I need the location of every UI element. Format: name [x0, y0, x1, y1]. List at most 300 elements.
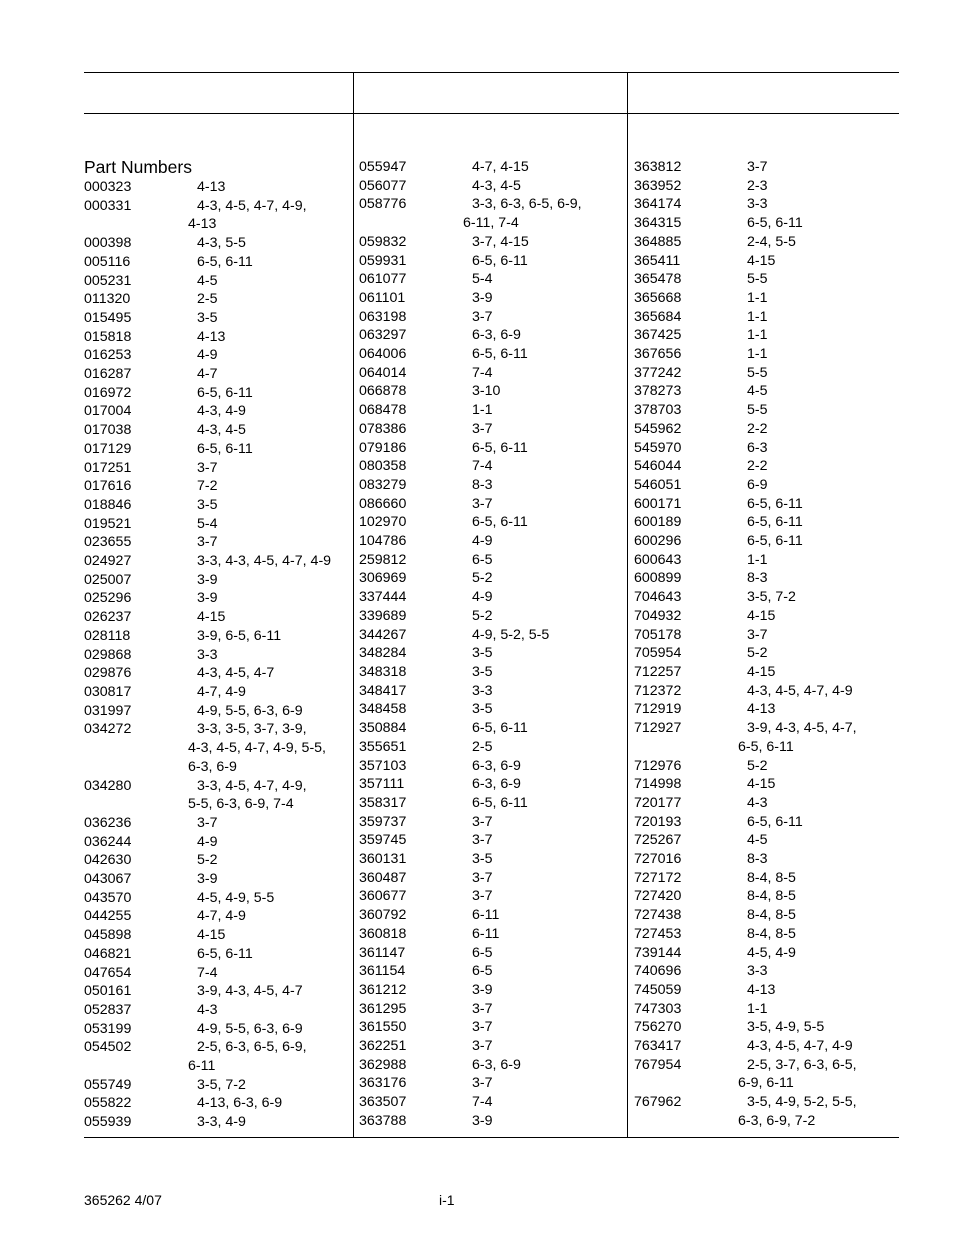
page-references: 2-2 — [747, 420, 768, 437]
index-entry — [359, 345, 582, 364]
index-entry — [84, 1001, 331, 1020]
index-column-1 — [84, 158, 331, 1132]
index-entry — [84, 571, 331, 590]
part-number: 066878 — [359, 383, 407, 400]
page-references: 5-5 — [747, 271, 768, 288]
part-number: 046821 — [84, 945, 132, 962]
part-number: 378273 — [634, 383, 682, 400]
part-number: 363176 — [359, 1075, 407, 1092]
index-entry — [359, 700, 582, 719]
index-entry — [359, 813, 582, 832]
page-references: 6-3, 6-9 — [472, 757, 521, 774]
page-references: 3-7 — [197, 814, 218, 831]
part-number: 362988 — [359, 1056, 407, 1073]
part-number: 727172 — [634, 869, 682, 886]
footer-doc-number: 365262 4/07 — [84, 1192, 162, 1208]
part-number: 083279 — [359, 476, 407, 493]
page-references: 6-5, 6-11 — [197, 440, 253, 457]
part-number: 061101 — [359, 289, 406, 306]
index-entry — [634, 345, 857, 364]
index-entry — [634, 887, 857, 906]
part-number: 367656 — [634, 346, 682, 363]
page-references: 1-1 — [747, 327, 768, 344]
index-entry — [84, 496, 331, 515]
index-entry — [84, 515, 331, 534]
index-entry — [634, 252, 857, 271]
page-references: 1-1 — [747, 1000, 768, 1017]
page-references: 3-3 — [197, 646, 218, 663]
page-references: 2-5 — [197, 291, 218, 308]
index-entry — [359, 364, 582, 383]
index-entry — [634, 195, 857, 214]
index-entry — [359, 794, 582, 813]
index-entry — [84, 777, 331, 796]
page-references: 6-5, 6-11 — [472, 794, 528, 811]
index-entry — [634, 495, 857, 514]
page-references-continued: 6-9, 6-11 — [738, 1075, 794, 1092]
index-entry — [634, 158, 857, 177]
part-number: 036236 — [84, 814, 132, 831]
part-number: 377242 — [634, 364, 682, 381]
part-number: 059931 — [359, 252, 407, 269]
index-entry — [359, 270, 582, 289]
part-number: 000398 — [84, 235, 132, 252]
part-number: 024927 — [84, 553, 132, 570]
page-references: 6-3 — [747, 439, 768, 456]
page-references: 4-3 — [747, 794, 768, 811]
index-entry — [84, 440, 331, 459]
part-number: 000331 — [84, 197, 132, 214]
part-number: 361550 — [359, 1019, 407, 1036]
part-number: 259812 — [359, 551, 407, 568]
part-number: 361147 — [359, 944, 406, 961]
index-entry — [634, 682, 857, 701]
part-number: 337444 — [359, 589, 407, 606]
index-entry — [634, 233, 857, 252]
index-entry — [359, 682, 582, 701]
index-column-3 — [634, 158, 857, 1131]
part-number: 016253 — [84, 347, 132, 364]
part-number: 042630 — [84, 852, 132, 869]
page-references: 4-3, 4-5, 4-7, 4-9, — [197, 197, 307, 214]
index-entry — [634, 588, 857, 607]
part-number: 344267 — [359, 626, 407, 643]
part-number: 714998 — [634, 776, 682, 793]
part-number: 704643 — [634, 589, 682, 606]
page-references: 4-15 — [747, 607, 776, 624]
index-entry — [634, 476, 857, 495]
index-entry — [359, 831, 582, 850]
page-references: 7-4 — [472, 364, 493, 381]
index-entry — [634, 719, 857, 738]
index-entry — [634, 382, 857, 401]
part-number: 367425 — [634, 327, 682, 344]
page-references: 6-5, 6-11 — [472, 346, 528, 363]
page-references: 1-1 — [747, 551, 768, 568]
part-number: 360677 — [359, 888, 407, 905]
index-entry — [634, 850, 857, 869]
index-entry — [359, 663, 582, 682]
part-number: 600296 — [634, 533, 682, 550]
part-number: 364885 — [634, 233, 682, 250]
part-number: 054502 — [84, 1039, 132, 1056]
index-entry — [359, 420, 582, 439]
page-references: 6-5, 6-11 — [747, 514, 803, 531]
part-number: 016287 — [84, 366, 132, 383]
page-references: 4-9 — [197, 833, 218, 850]
index-entry — [634, 439, 857, 458]
part-number: 102970 — [359, 514, 407, 531]
page-references: 6-5, 6-11 — [472, 720, 528, 737]
index-entry — [84, 589, 331, 608]
footer-page-number: i-1 — [439, 1192, 455, 1208]
part-number: 016972 — [84, 384, 132, 401]
part-number: 018846 — [84, 496, 132, 513]
page-references: 3-7 — [197, 534, 218, 551]
page-references: 3-7 — [472, 308, 493, 325]
index-entry — [634, 981, 857, 1000]
index-entry — [84, 608, 331, 627]
index-entry — [634, 289, 857, 308]
index-entry — [359, 607, 582, 626]
part-number: 712919 — [634, 701, 682, 718]
page-references: 6-3, 6-9 — [472, 1056, 521, 1073]
index-entry — [359, 944, 582, 963]
index-entry — [84, 720, 331, 739]
index-entry — [634, 906, 857, 925]
part-number: 767954 — [634, 1056, 682, 1073]
part-number: 026237 — [84, 609, 132, 626]
page-references: 8-3 — [747, 851, 768, 868]
page-references: 3-9 — [197, 590, 218, 607]
part-number: 365478 — [634, 271, 682, 288]
page-references: 4-3, 4-5, 4-7, 4-9 — [747, 1038, 853, 1055]
part-number: 063198 — [359, 308, 407, 325]
page-references: 3-7 — [472, 420, 493, 437]
page-references: 3-9 — [472, 981, 493, 998]
page-references: 5-2 — [472, 570, 493, 587]
index-entry — [634, 831, 857, 850]
page-references: 4-7, 4-9 — [197, 683, 246, 700]
page-references: 3-3 — [747, 963, 768, 980]
page-references: 3-7 — [472, 1038, 493, 1055]
page-references: 6-5 — [472, 551, 493, 568]
index-entry — [359, 850, 582, 869]
page-references: 4-5 — [747, 383, 768, 400]
page-references: 3-3 — [472, 682, 493, 699]
part-number: 357103 — [359, 757, 407, 774]
index-entry — [84, 402, 331, 421]
page-references: 3-3 — [747, 196, 768, 213]
page-references: 6-5 — [472, 944, 493, 961]
page-references: 4-15 — [197, 927, 226, 944]
part-number: 705954 — [634, 645, 682, 662]
page-references: 8-3 — [747, 570, 768, 587]
page-references: 3-9, 6-5, 6-11 — [197, 627, 282, 644]
index-entry — [84, 814, 331, 833]
part-number: 358317 — [359, 794, 407, 811]
index-entry — [84, 646, 331, 665]
index-entry — [359, 233, 582, 252]
index-entry — [359, 532, 582, 551]
index-entry — [84, 253, 331, 272]
page-references: 6-3, 6-9 — [472, 776, 521, 793]
part-number: 029876 — [84, 665, 132, 682]
index-entry — [359, 158, 582, 177]
part-number: 005116 — [84, 253, 131, 270]
index-entry — [359, 981, 582, 1000]
part-number: 357111 — [359, 776, 405, 793]
page-references: 6-9 — [747, 476, 768, 493]
index-entry — [634, 644, 857, 663]
index-entry — [359, 1093, 582, 1112]
part-number: 034280 — [84, 777, 132, 794]
page-references: 1-1 — [747, 346, 768, 363]
part-number: 015818 — [84, 328, 132, 345]
part-number: 005231 — [84, 272, 132, 289]
index-entry — [84, 1094, 331, 1113]
index-entry — [634, 626, 857, 645]
part-number: 705178 — [634, 626, 682, 643]
page-references: 2-2 — [747, 458, 768, 475]
index-entry — [634, 1093, 857, 1112]
index-entry — [84, 459, 331, 478]
index-entry — [84, 477, 331, 496]
part-number: 546044 — [634, 458, 682, 475]
part-number: 756270 — [634, 1019, 682, 1036]
page-references: 4-15 — [747, 663, 776, 680]
page-references: 4-13, 6-3, 6-9 — [197, 1095, 283, 1112]
index-entry — [359, 308, 582, 327]
index-entry — [634, 401, 857, 420]
index-entry — [359, 457, 582, 476]
page-references: 5-5 — [747, 402, 768, 419]
part-number: 740696 — [634, 963, 682, 980]
page-references: 4-15 — [747, 252, 776, 269]
page-references-continued: 6-11 — [188, 1058, 216, 1075]
page-references: 5-2 — [197, 852, 218, 869]
page-references: 8-4, 8-5 — [747, 907, 796, 924]
page-references: 5-4 — [472, 271, 493, 288]
page-references: 6-5, 6-11 — [747, 533, 803, 550]
page-references: 6-5 — [472, 963, 493, 980]
page-references: 4-9, 5-2, 5-5 — [472, 626, 550, 643]
page-references: 4-15 — [197, 609, 226, 626]
index-entry — [359, 644, 582, 663]
part-number: 055947 — [359, 159, 407, 175]
page-references: 6-5, 6-11 — [472, 514, 528, 531]
index-entry — [359, 738, 582, 757]
page-references: 1-1 — [747, 289, 768, 306]
part-number: 063297 — [359, 327, 407, 344]
page-references: 6-5, 6-11 — [747, 215, 803, 232]
part-number: 047654 — [84, 964, 132, 981]
index-entry — [84, 870, 331, 889]
page-references: 3-7 — [472, 1075, 493, 1092]
part-number: 767962 — [634, 1094, 682, 1111]
index-entry — [634, 663, 857, 682]
part-number: 025007 — [84, 571, 132, 588]
part-number: 364174 — [634, 196, 682, 213]
page-references: 3-7 — [747, 159, 768, 175]
index-entry — [359, 1056, 582, 1075]
page-references: 3-9 — [197, 571, 218, 588]
index-entry — [84, 1020, 331, 1039]
page-references: 5-2 — [747, 645, 768, 662]
index-entry — [84, 272, 331, 291]
page-references: 8-4, 8-5 — [747, 888, 796, 905]
part-number: 362251 — [359, 1038, 407, 1055]
part-number: 360818 — [359, 925, 407, 942]
part-number: 365684 — [634, 308, 682, 325]
index-entry — [634, 270, 857, 289]
index-entry — [84, 552, 331, 571]
page-references: 3-9 — [472, 289, 493, 306]
page-references: 6-11 — [472, 907, 500, 924]
page-references: 6-5, 6-11 — [747, 813, 803, 830]
page-references: 3-3, 3-5, 3-7, 3-9, — [197, 721, 307, 738]
index-entry — [634, 775, 857, 794]
index-entry — [84, 664, 331, 683]
index-entry — [84, 328, 331, 347]
part-number: 363812 — [634, 159, 682, 175]
index-entry — [84, 178, 331, 197]
index-entry — [359, 439, 582, 458]
page-references: 4-13 — [197, 179, 226, 195]
index-entry — [634, 813, 857, 832]
page-references: 3-5, 4-9, 5-5 — [747, 1019, 825, 1036]
index-entry — [84, 945, 331, 964]
part-number: 363952 — [634, 177, 682, 194]
page-references: 1-1 — [747, 308, 768, 325]
part-number: 029868 — [84, 646, 132, 663]
part-number: 720193 — [634, 813, 682, 830]
page-references: 3-5 — [472, 701, 493, 718]
page-references: 3-5, 7-2 — [747, 589, 796, 606]
index-entry — [84, 533, 331, 552]
page-references: 3-7 — [472, 832, 493, 849]
part-number: 034272 — [84, 721, 132, 738]
part-number: 600189 — [634, 514, 682, 531]
index-entry — [359, 588, 582, 607]
index-entry — [634, 700, 857, 719]
header-bottom-rule — [84, 113, 899, 114]
page-references: 8-3 — [472, 476, 493, 493]
index-entry — [634, 551, 857, 570]
index-entry — [359, 719, 582, 738]
page-references-continued: 6-3, 6-9 — [188, 758, 237, 775]
part-number: 363788 — [359, 1112, 407, 1129]
index-entry — [359, 569, 582, 588]
index-entry — [359, 757, 582, 776]
page-references: 4-3, 4-5, 4-7, 4-9 — [747, 682, 853, 699]
index-entry — [84, 234, 331, 253]
index-entry — [359, 401, 582, 420]
part-number: 011320 — [84, 291, 131, 308]
index-entry — [84, 926, 331, 945]
index-entry — [359, 1018, 582, 1037]
part-number: 079186 — [359, 439, 407, 456]
page-references: 4-5 — [747, 832, 768, 849]
page-references: 5-2 — [747, 757, 768, 774]
part-number: 043570 — [84, 889, 132, 906]
page-references: 7-4 — [472, 458, 493, 475]
page-references: 4-3, 4-9 — [197, 403, 246, 420]
page-references: 4-9 — [472, 589, 493, 606]
page-references: 6-3, 6-9 — [472, 327, 521, 344]
page-references: 4-3 — [197, 1001, 218, 1018]
part-number: 725267 — [634, 832, 682, 849]
page-references: 3-7 — [472, 1000, 493, 1017]
page-references: 6-5, 6-11 — [197, 384, 253, 401]
page-references-continued: 6-5, 6-11 — [738, 738, 794, 755]
part-number: 720177 — [634, 794, 682, 811]
page-references: 3-3, 6-3, 6-5, 6-9, — [472, 196, 582, 213]
page-references: 7-2 — [197, 478, 218, 495]
index-entry — [359, 326, 582, 345]
index-entry — [84, 421, 331, 440]
page-references: 3-9, 4-3, 4-5, 4-7, — [747, 720, 857, 737]
page-references: 1-1 — [472, 402, 493, 419]
index-entry — [84, 851, 331, 870]
part-number: 017129 — [84, 440, 132, 457]
page-references: 3-5, 7-2 — [197, 1076, 246, 1093]
page-references: 6-5, 6-11 — [747, 495, 803, 512]
page-references: 3-7 — [472, 1019, 493, 1036]
index-entry — [634, 308, 857, 327]
index-entry — [634, 364, 857, 383]
index-entry — [634, 1056, 857, 1075]
page-references: 3-9 — [197, 871, 218, 888]
part-number: 025296 — [84, 590, 132, 607]
part-number: 064014 — [359, 364, 407, 381]
page-references: 4-7, 4-9 — [197, 908, 246, 925]
part-number: 104786 — [359, 533, 407, 550]
part-number: 053199 — [84, 1020, 132, 1037]
index-entry — [84, 384, 331, 403]
page-references: 4-9, 5-5, 6-3, 6-9 — [197, 702, 303, 719]
page-references: 4-9 — [197, 347, 218, 364]
part-number: 348284 — [359, 645, 407, 662]
part-number: 359737 — [359, 813, 407, 830]
top-rule — [84, 72, 899, 73]
index-entry — [84, 982, 331, 1001]
index-entry — [84, 833, 331, 852]
page-references: 8-4, 8-5 — [747, 869, 796, 886]
part-number: 043067 — [84, 871, 132, 888]
page-references: 3-7 — [472, 888, 493, 905]
part-number: 015495 — [84, 309, 132, 326]
index-entry — [634, 1037, 857, 1056]
page-references: 3-9, 4-3, 4-5, 4-7 — [197, 983, 303, 1000]
part-number: 348417 — [359, 682, 407, 699]
index-entry — [84, 1038, 331, 1057]
part-number: 059832 — [359, 233, 407, 250]
page-references: 4-3, 4-5, 4-7 — [197, 665, 275, 682]
part-number: 712927 — [634, 720, 682, 737]
part-number: 080358 — [359, 458, 407, 475]
page-references-continued: 4-3, 4-5, 4-7, 4-9, 5-5, — [188, 740, 327, 757]
page-references: 3-7 — [472, 813, 493, 830]
part-number: 350884 — [359, 720, 407, 737]
page-references: 3-7 — [472, 495, 493, 512]
part-number: 061077 — [359, 271, 407, 288]
part-number: 365411 — [634, 252, 681, 269]
part-number: 712372 — [634, 682, 682, 699]
index-entry — [634, 326, 857, 345]
index-entry — [84, 889, 331, 908]
part-number: 712257 — [634, 663, 682, 680]
